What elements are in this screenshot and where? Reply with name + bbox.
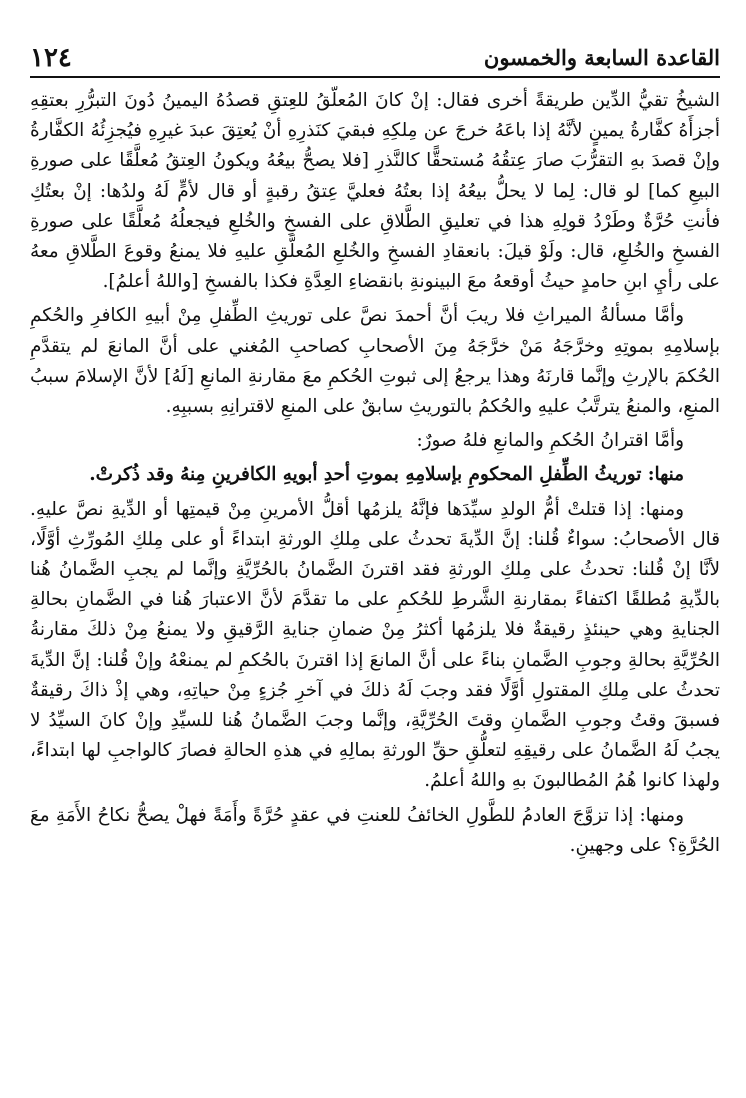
- page-body: [30, 86, 720, 1076]
- paragraph-6: ومنها: إذا تزوَّجَ العادمُ للطَّولِ الخائفُ للعنتِ في عقدٍ حُرَّةً وأَمَةً فهلْ يصحُّ نكاحُ الأَمَةِ معَ الحُرَّةِ؟ على وجهينِ.: [30, 804, 720, 856]
- paragraph-1: الشيخُ تقيُّ الدِّين طريقةً أخرى فقال: إنْ كانَ المُعلَّقُ للعِتقِ قصدُهُ اليمينُ دُونَ التبرُّرِ بعتقِهِ أجزأَهُ كفَّارةُ يمينٍ لأنَّهُ إذا باعَهُ خرجَ عن مِلكِهِ فبقيَ كنَذرِهِ أنْ يُعتِقَ عبدَ غيرِهِ فيُجزِئُهُ الكفَّارةُ وإنْ قصدَ بهِ التقرُّبَ صارَ عِتقُهُ مُستحقًّا كالنَّذرِ [فلا يصحُّ بيعُهُ ويكونُ العِتقُ مُعلَّقًا على صورةِ البيعِ كما] لو قال: لِما لا يحلُّ بيعُهُ إذا بعتُهُ فعليَّ عِتقُ رقبةٍ أو قال لأمٍّ لَهُ ولدُها: إنْ بعتُكِ فأنتِ حُرَّةٌ وطَرْدُ قولِهِ هذا في تعليقِ الطَّلاقِ على الفسخِ والخُلعِ فيجعلُهُ مُعلَّقًا على صورةِ الفسخِ والخُلعِ، قال: ولَوْ قيلَ: بانعقادِ الفسخِ والخُلعِ المُعلَّقِ عليهِ فلا يمنعُ وقوعَ الطَّلاقِ معهُ على رأيِ ابنِ حامدٍ حيثُ أوقعهُ معَ البينونةِ بانقضاءِ العِدَّةِ فكذا بالفسخِ [واللهُ أعلمُ].: [30, 90, 720, 293]
- paragraph-5: ومنها: إذا قتلتْ أمُّ الولدِ سيِّدَها فإنَّهُ يلزمُها أقلُّ الأمرينِ مِنْ قيمتِها أو الدِّيةِ نصَّ عليهِ. قال الأصحابُ: سواءٌ قُلنا: إنَّ الدِّيةَ تحدثُ على مِلكِ الورثةِ ابتداءً أو على مِلكِ المُورِّثِ أوَّلًا، لأنَّا إنْ قُلنا: تحدثُ على مِلكِ الورثةِ فقد اقترنَ الضَّمانُ بالحُرِّيَّةِ وإنَّما لم يجبِ الضَّمانُ هُنا بالدِّيةِ مُطلقًا اكتفاءً بمقارنةِ الشَّرطِ للحُكمِ على ما تقدَّمَ لأنَّ الاعتبارَ هُنا في الضَّمانِ بحالةِ الجنايةِ وهي حينئذٍ رقيقةٌ فلا يلزمُها أكثرُ مِنْ ضمانِ جنايةِ الرَّقيقِ ولا يمنعُ مِنْ ذلكَ مقارنةُ الحُرِّيَّةِ بحالةِ وجوبِ الضَّمانِ بناءً على أنَّ المانعَ إذا اقترنَ بالحُكمِ لم يمنعْهُ وإنْ قُلنا: إنَّ الدِّيةَ تحدثُ على مِلكِ المقتولِ أوَّلًا فقد وجبَ لَهُ ذلكَ في آخرِ جُزءٍ مِنْ حياتِهِ، وهي إذْ ذاكَ رقيقةٌ فسبقَ وقتُ وجوبِ الضَّمانِ وقتَ الحُرِّيَّةِ، وإنَّما وجبَ الضَّمانُ هُنا للسيِّدِ وإنْ كانَ السيِّدُ لا يجبُ لَهُ الضَّمانُ على رقيقِهِ لتعلُّقِ حقِّ الورثةِ بمالِهِ في هذهِ الحالةِ فصارَ كالواجبِ لها ابتداءً، ولهذا كانوا هُمُ المُطالبونَ بهِ واللهُ أعلمُ.: [30, 498, 720, 792]
- paragraph-4: منها: توريثُ الطِّفلِ المحكومِ بإسلامِهِ بموتِ أحدِ أبويهِ الكافرينِ مِنهُ وقد ذُكرتْ.: [89, 464, 684, 486]
- paragraph-3: وأمَّا اقترانُ الحُكمِ والمانعِ فلهُ صورٌ:: [416, 430, 684, 452]
- chapter-title: القاعدة السابعة والخمسون: [483, 45, 720, 70]
- paragraph-2: وأمَّا مسألةُ الميراثِ فلا ريبَ أنَّ أحمدَ نصَّ على توريثِ الطِّفلِ مِنْ أبيهِ الكافرِ والحُكمِ بإسلامِهِ بموتِهِ وخرَّجَهُ مَنْ خرَّجَهُ مِنَ الأصحابِ كصاحبِ المُغني على أنَّ المانعَ لم يتقدَّمِ الحُكمَ بالإرثِ وإنَّما قارنَهُ وهذا يرجعُ إلى ثبوتِ الحُكمِ معَ مقارنةِ المانعِ [لَهُ] لأنَّ الإسلامَ سببُ المنعِ، والمنعُ يترتَّبُ عليهِ والحُكمُ بالتوريثِ سابقٌ على المنعِ لاقترانِهِ بسببِهِ.: [30, 305, 720, 418]
- page-header: [30, 40, 720, 78]
- page-number: ١٢٤: [30, 43, 72, 73]
